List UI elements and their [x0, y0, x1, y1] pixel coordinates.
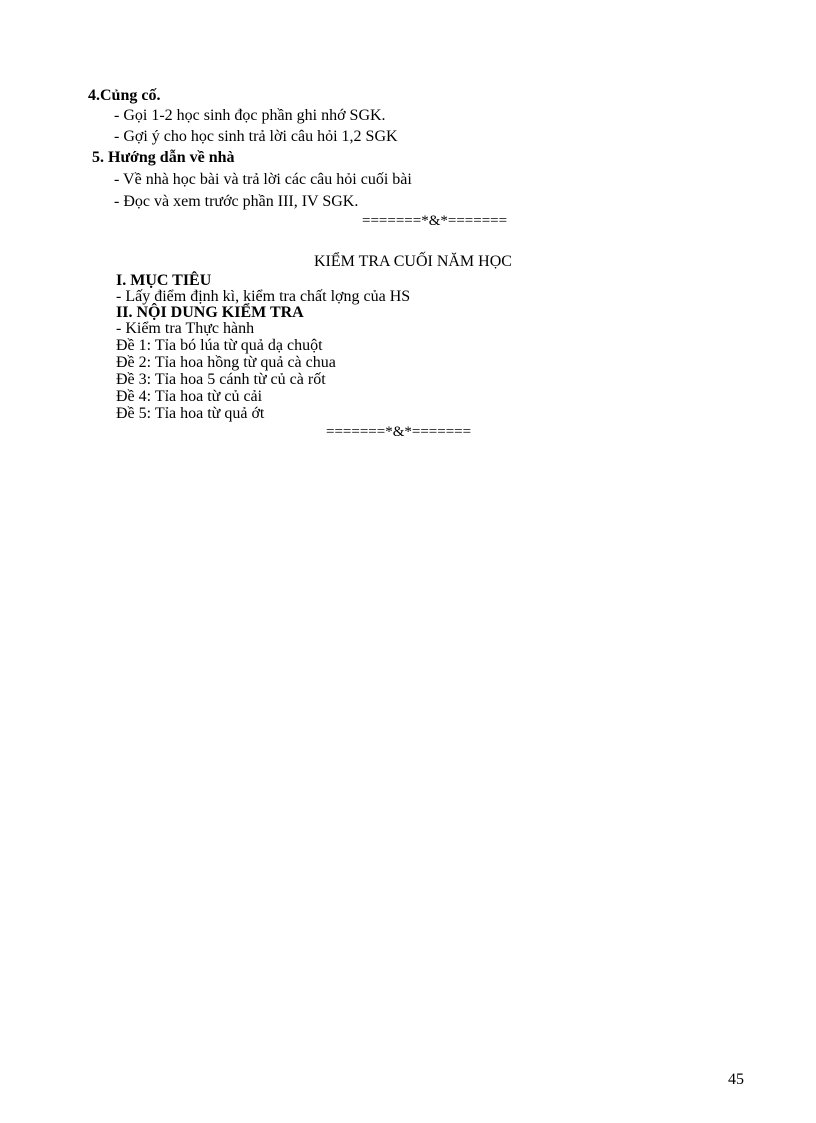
section-5-item-1: - Về nhà học bài và trả lời các câu hỏi cuối bài: [114, 171, 412, 188]
exam-topic: Đề 3: Tỉa hoa 5 cánh từ củ cà rốt: [116, 371, 326, 388]
separator-top: =======*&*=======: [362, 213, 508, 229]
section-5-heading: 5. Hướng dẫn về nhà: [92, 149, 235, 166]
exam-topic: Đề 2: Tỉa hoa hồng từ quả cà chua: [116, 354, 336, 371]
page-number: 45: [728, 1071, 744, 1088]
exam-topic: Đề 1: Tỉa bó lúa từ quả dạ chuột: [116, 337, 323, 354]
objective-text: - Lấy điểm định kì, kiểm tra chất lợng của HS: [116, 288, 411, 305]
section-4-item-1: - Gọi 1-2 học sinh đọc phần ghi nhớ SGK.: [114, 107, 386, 124]
content-item: - Kiểm tra Thực hành: [116, 320, 255, 337]
section-4-heading: 4.Củng cố.: [88, 87, 161, 104]
exam-title: KIỂM TRA CUỐI NĂM HỌC: [314, 253, 512, 270]
exam-topic: Đề 4: Tỉa hoa từ củ cải: [116, 388, 263, 405]
separator-bottom: =======*&*=======: [326, 424, 472, 440]
content-heading: II. NỘI DUNG KIỂM TRA: [116, 304, 304, 321]
objective-heading: I. MỤC TIÊU: [116, 272, 212, 289]
section-4-item-2: - Gợi ý cho học sinh trả lời câu hỏi 1,2 SGK: [114, 128, 398, 145]
exam-topic: Đề 5: Tỉa hoa từ quả ớt: [116, 405, 265, 422]
section-5-item-2: - Đọc và xem trước phần III, IV SGK.: [114, 193, 359, 210]
